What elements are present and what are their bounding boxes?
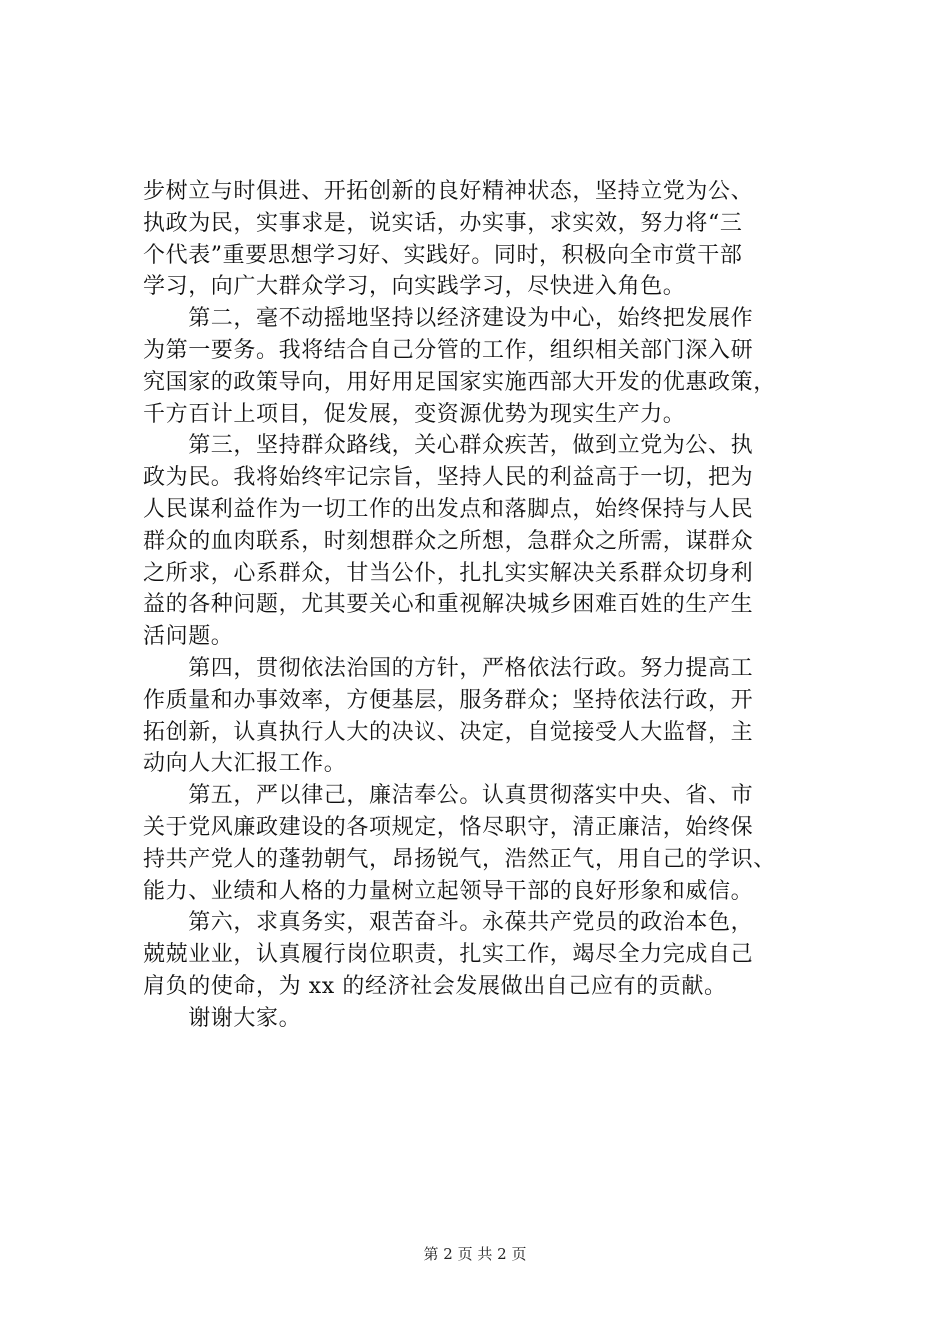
text-line: 关于党风廉政建设的各项规定，恪尽职守，清正廉洁，始终保 <box>143 814 754 840</box>
text-line: 之所求，心系群众，甘当公仆，扎扎实实解决关系群众切身利 <box>143 560 754 586</box>
text-line: 第六，求真务实，艰苦奋斗。永葆共产党员的政治本色， <box>143 910 754 936</box>
text-line: 能力、业绩和人格的力量树立起领导干部的良好形象和威信。 <box>143 878 754 904</box>
text-line: 兢兢业业，认真履行岗位职责，扎实工作，竭尽全力完成自己 <box>143 942 754 968</box>
text-line: 肩负的使命，为 xx 的经济社会发展做出自己应有的贡献。 <box>143 973 727 999</box>
text-line: 为第一要务。我将结合自己分管的工作，组织相关部门深入研 <box>143 337 754 363</box>
text-line: 谢谢大家。 <box>143 1005 302 1031</box>
text-line: 究国家的政策导向，用好用足国家实施西部大开发的优惠政策， <box>143 369 776 395</box>
text-line: 拓创新，认真执行人大的决议、决定，自觉接受人大监督，主 <box>143 719 754 745</box>
text-line: 千方百计上项目，促发展，变资源优势为现实生产力。 <box>143 401 686 427</box>
text-line: 持共产党人的蓬勃朝气，昂扬锐气，浩然正气，用自己的学识、 <box>143 846 776 872</box>
text-line: 步树立与时俱进、开拓创新的良好精神状态，坚持立党为公、 <box>143 179 754 204</box>
text-line: 活问题。 <box>143 624 234 650</box>
text-line: 第五，严以律己，廉洁奉公。认真贯彻落实中央、省、市 <box>143 783 754 809</box>
text-line: 政为民。我将始终牢记宗旨，坚持人民的利益高于一切，把为 <box>143 465 754 491</box>
text-line: 作质量和办事效率，方便基层，服务群众；坚持依法行政，开 <box>143 687 754 713</box>
page-number-label: 第 2 页 共 2 页 <box>423 1245 527 1263</box>
text-line: 个代表”重要思想学习好、实践好。同时，积极向全市赏干部 <box>143 242 743 268</box>
page-footer <box>0 1244 950 1264</box>
text-line: 益的各种问题，尤其要关心和重视解决城乡困难百姓的生产生 <box>143 592 754 618</box>
text-line: 人民谋利益作为一切工作的出发点和落脚点，始终保持与人民 <box>143 496 754 522</box>
text-line: 第四，贯彻依法治国的方针，严格依法行政。努力提高工 <box>143 655 754 681</box>
text-line: 学习，向广大群众学习，向实践学习，尽快进入角色。 <box>143 274 686 300</box>
text-line: 第三，坚持群众路线，关心群众疾苦，做到立党为公、执 <box>143 433 754 459</box>
text-line: 第二，毫不动摇地坚持以经济建设为中心，始终把发展作 <box>143 306 754 332</box>
text-line: 群众的血肉联系，时刻想群众之所想，急群众之所需，谋群众 <box>143 528 754 554</box>
text-line: 执政为民，实事求是，说实话，办实事，求实效，努力将“三 <box>143 210 743 236</box>
text-line: 动向人大汇报工作。 <box>143 751 347 777</box>
document-body <box>143 176 813 1035</box>
